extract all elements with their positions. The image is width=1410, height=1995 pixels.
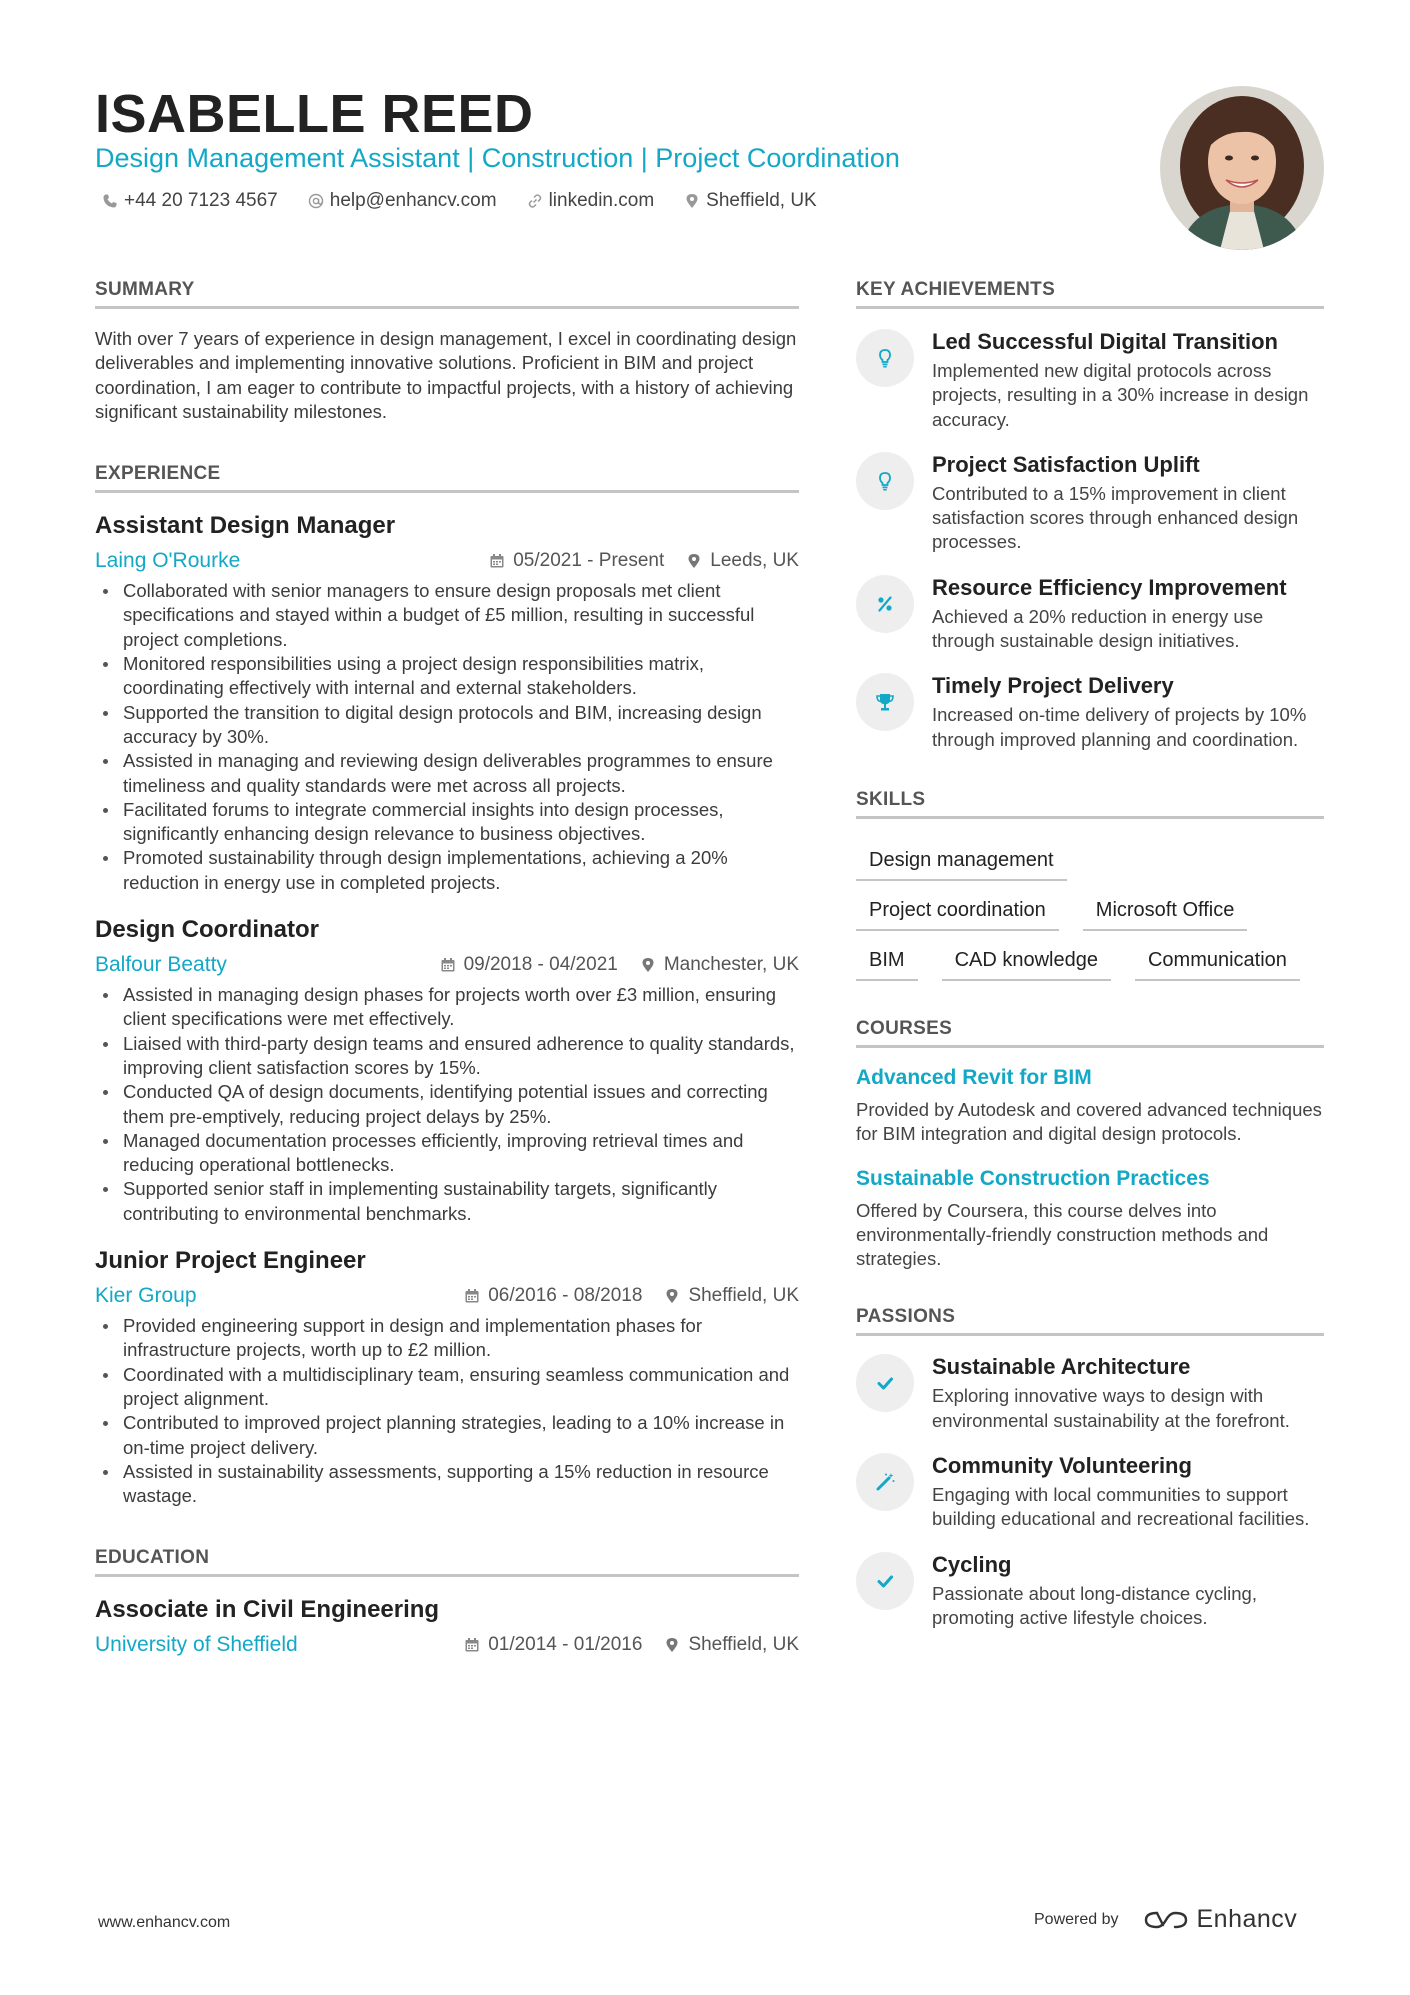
job-dates-text: 06/2016 - 08/2018: [488, 1285, 643, 1307]
job-location-text: Leeds, UK: [710, 550, 799, 572]
achievement-title: Project Satisfaction Uplift: [932, 451, 1200, 477]
bullet-item: Facilitated forums to integrate commercial insights into design processes, significantly enhancing design relevance to business objectives.: [95, 798, 799, 847]
education-dates-text: 01/2014 - 01/2016: [488, 1634, 643, 1656]
location-icon: [684, 193, 700, 209]
profile-photo: [1160, 86, 1324, 250]
achievement-desc: Contributed to a 15% improvement in client satisfaction scores through enhanced design processes.: [932, 482, 1299, 553]
job-location: [664, 1285, 799, 1307]
job-dates: [440, 954, 618, 976]
course-item: [856, 1165, 1324, 1272]
passion-title: Cycling: [932, 1551, 1012, 1577]
job-title: Junior Project Engineer: [95, 1247, 366, 1275]
lightbulb-icon: [874, 470, 896, 492]
right-column: [856, 278, 1324, 1630]
passion-title: Community Volunteering: [932, 1453, 1192, 1479]
location-icon: [664, 1288, 680, 1304]
bullet-item: Assisted in managing and reviewing design deliverables programmes to ensure timeliness and quality standards were met across all projects.: [95, 749, 799, 798]
powered-by-label: Powered by: [1034, 1910, 1119, 1928]
job-dates: [489, 550, 664, 572]
achievement-title: Timely Project Delivery: [932, 673, 1174, 699]
skills-heading: SKILLS: [856, 788, 1324, 819]
skills-list: [856, 831, 1324, 981]
contact-linkedin-text: linkedin.com: [548, 190, 655, 211]
passion-icon-badge: [856, 1453, 914, 1511]
skill-tag: Design management: [856, 839, 1067, 881]
location-icon: [664, 1637, 680, 1653]
skill-tag: BIM: [856, 939, 918, 981]
course-desc: Offered by Coursera, this course delves into environmentally-friendly construction methods and strategies.: [856, 1199, 1269, 1270]
check-icon: [874, 1372, 896, 1394]
achievement-desc: Implemented new digital protocols across projects, resulting in a 30% increase in design accuracy.: [932, 360, 1309, 430]
lightbulb-icon: [874, 347, 896, 369]
bullet-item: Liaised with third-party design teams and ensured adherence to quality standards, improving client satisfaction scores by 15%.: [95, 1032, 799, 1081]
contact-email[interactable]: [308, 190, 497, 212]
contact-location-text: Sheffield, UK: [706, 190, 817, 211]
achievements-heading: KEY ACHIEVEMENTS: [856, 278, 1324, 309]
calendar-icon: [440, 957, 456, 973]
job-location-text: Sheffield, UK: [688, 1285, 799, 1307]
footer-branding: [1034, 1905, 1297, 1934]
enhancv-logo-icon: [1143, 1909, 1189, 1931]
passion-desc: Exploring innovative ways to design with environmental sustainability at the forefront.: [932, 1385, 1290, 1431]
candidate-name: ISABELLE REED: [95, 84, 534, 144]
calendar-icon: [489, 553, 505, 569]
job-bullets: [95, 983, 799, 1226]
left-column: [95, 278, 799, 1659]
passion-desc: Passionate about long-distance cycling, promoting active lifestyle choices.: [932, 1582, 1257, 1628]
achievement-item: [856, 671, 1324, 752]
course-desc: Provided by Autodesk and covered advanced techniques for BIM integration and digital design protocols.: [856, 1098, 1322, 1145]
bullet-item: Collaborated with senior managers to ensure design proposals met client specifications and stayed within a budget of £5 million, resulting in successful project completions.: [95, 579, 799, 652]
brand-name: Enhancv: [1196, 1905, 1298, 1933]
job-title: Design Coordinator: [95, 916, 320, 944]
passion-item: [856, 1451, 1324, 1532]
bullet-item: Contributed to improved project planning strategies, leading to a 10% increase in on-time project delivery.: [95, 1411, 799, 1460]
course-title[interactable]: Advanced Revit for BIM: [856, 1065, 1092, 1089]
education-location: [664, 1634, 799, 1656]
bullet-item: Monitored responsibilities using a project design responsibilities matrix, coordinating effectively with internal and external stakeholders.: [95, 652, 799, 701]
bullet-item: Assisted in sustainability assessments, supporting a 15% reduction in resource wastage.: [95, 1460, 799, 1509]
passion-item: [856, 1352, 1324, 1433]
enhancv-logo[interactable]: [1143, 1905, 1298, 1934]
education-entry: [95, 1595, 799, 1659]
bullet-item: Conducted QA of design documents, identifying potential issues and correcting them pre-emptively, reducing project delays by 25%.: [95, 1080, 799, 1129]
at-icon: [308, 193, 324, 209]
job-dates-text: 09/2018 - 04/2021: [463, 954, 618, 976]
courses-heading: COURSES: [856, 1017, 1324, 1048]
achievement-item: [856, 327, 1324, 432]
bullet-item: Supported senior staff in implementing sustainability targets, significantly contributing to environmental benchmarks.: [95, 1177, 799, 1226]
job-bullets: [95, 579, 799, 895]
bullet-item: Promoted sustainability through design implementations, achieving a 20% reduction in energy use in completed projects.: [95, 846, 799, 895]
achievement-item: [856, 450, 1324, 555]
education-location-text: Sheffield, UK: [688, 1634, 799, 1656]
education-section: [95, 1546, 799, 1659]
contact-email-text: help@enhancv.com: [329, 190, 497, 211]
school-name[interactable]: University of Sheffield: [95, 1633, 298, 1657]
degree-title: Associate in Civil Engineering: [95, 1596, 440, 1624]
company-name[interactable]: Laing O'Rourke: [95, 549, 241, 573]
location-icon: [686, 553, 702, 569]
bullet-item: Supported the transition to digital design protocols and BIM, increasing design accuracy by 30%.: [95, 701, 799, 750]
summary-text: With over 7 years of experience in design management, I excel in coordinating design deliverables and implementing innovative solutions. Proficient in BIM and project coordination, I am eager to contribute to impactful projects, with a history of achieving significant sustainability milestones.: [95, 328, 797, 422]
contact-linkedin[interactable]: [527, 190, 655, 212]
achievement-icon-badge: [856, 452, 914, 510]
skill-tag: CAD knowledge: [942, 939, 1111, 981]
passions-heading: PASSIONS: [856, 1305, 1324, 1336]
achievement-desc: Achieved a 20% reduction in energy use through sustainable design initiatives.: [932, 605, 1264, 652]
skill-tag: Microsoft Office: [1083, 889, 1248, 931]
skills-section: [856, 788, 1324, 981]
passions-section: [856, 1305, 1324, 1630]
courses-section: [856, 1017, 1324, 1271]
achievement-icon-badge: [856, 329, 914, 387]
job-title: Assistant Design Manager: [95, 512, 396, 540]
job-location-text: Manchester, UK: [663, 954, 799, 976]
passion-desc: Engaging with local communities to support building educational and recreational facilities.: [932, 1484, 1310, 1530]
skill-tag: Communication: [1135, 939, 1300, 981]
link-icon: [527, 193, 543, 209]
headline: Design Management Assistant | Construction | Project Coordination: [95, 143, 900, 173]
bullet-item: Coordinated with a multidisciplinary team, ensuring seamless communication and project alignment.: [95, 1363, 799, 1412]
achievements-section: [856, 278, 1324, 752]
summary-heading: SUMMARY: [95, 278, 799, 309]
achievement-title: Led Successful Digital Transition: [932, 329, 1278, 354]
experience-section: [95, 462, 799, 1508]
trophy-icon: [874, 691, 896, 713]
contact-phone[interactable]: [102, 190, 278, 212]
bullet-item: Provided engineering support in design and implementation phases for infrastructure projects, worth up to £2 million.: [95, 1314, 799, 1363]
passion-title: Sustainable Architecture: [932, 1354, 1191, 1380]
summary-section: [95, 278, 799, 424]
contact-location: [684, 190, 817, 212]
job-location: [640, 954, 799, 976]
passion-icon-badge: [856, 1552, 914, 1610]
company-name[interactable]: Kier Group: [95, 1284, 197, 1308]
achievement-icon-badge: [856, 575, 914, 633]
magic-wand-icon: [874, 1471, 896, 1493]
check-icon: [874, 1570, 896, 1592]
phone-icon: [102, 193, 118, 209]
passion-icon-badge: [856, 1354, 914, 1412]
experience-entry: [95, 511, 799, 895]
experience-heading: EXPERIENCE: [95, 462, 799, 493]
skill-tag: Project coordination: [856, 889, 1059, 931]
achievement-title: Resource Efficiency Improvement: [932, 574, 1287, 600]
achievement-desc: Increased on-time delivery of projects by 10% through improved planning and coordination.: [932, 704, 1307, 750]
calendar-icon: [464, 1288, 480, 1304]
education-dates: [464, 1634, 642, 1656]
bullet-item: Managed documentation processes efficiently, improving retrieval times and reducing operational bottlenecks.: [95, 1129, 799, 1178]
contact-phone-text: +44 20 7123 4567: [124, 190, 278, 211]
education-heading: EDUCATION: [95, 1546, 799, 1577]
job-dates-text: 05/2021 - Present: [513, 550, 665, 572]
contact-bar: [102, 190, 817, 212]
job-bullets: [95, 1314, 799, 1508]
job-location: [686, 550, 799, 572]
bullet-item: Assisted in managing design phases for projects worth over £3 million, ensuring client specifications were met effectively.: [95, 983, 799, 1032]
footer-website[interactable]: www.enhancv.com: [98, 1914, 231, 1931]
experience-entry: [95, 915, 799, 1226]
company-name[interactable]: Balfour Beatty: [95, 953, 227, 977]
calendar-icon: [464, 1637, 480, 1653]
experience-entry: [95, 1246, 799, 1508]
location-icon: [640, 957, 656, 973]
passion-item: [856, 1550, 1324, 1631]
job-dates: [464, 1285, 642, 1307]
percent-icon: [874, 593, 896, 615]
course-item: [856, 1064, 1324, 1147]
achievement-item: [856, 573, 1324, 654]
achievement-icon-badge: [856, 673, 914, 731]
course-title[interactable]: Sustainable Construction Practices: [856, 1166, 1210, 1190]
